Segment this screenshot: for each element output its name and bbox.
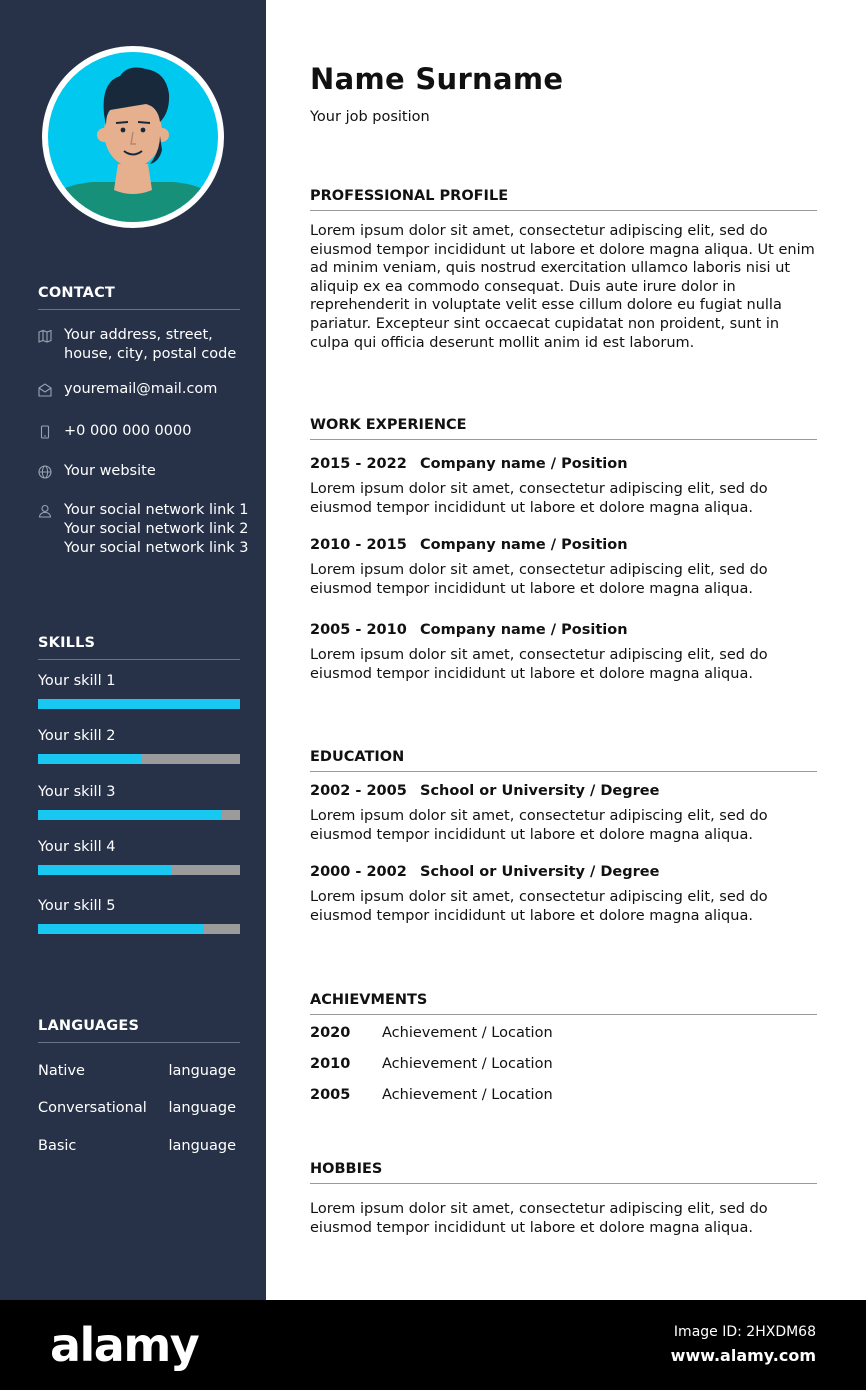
person-name: Name Surname [310,62,564,96]
skill-bar-fill [38,924,204,934]
hobbies-line: eiusmod tempor incididunt ut labore et dolore magna aliqua. [310,1219,753,1236]
profile-line: eiusmod tempor incididunt ut labore et dolore magna aliqua. Ut enim [310,241,815,258]
work-desc-line: eiusmod tempor incididunt ut labore et dolore magna aliqua. [310,580,753,597]
skill-bar [38,699,240,709]
skill-name: Your skill 2 [38,728,116,744]
language-label: language [168,1100,236,1116]
language-level: Native [38,1063,85,1079]
hobbies-text [310,1200,817,1237]
achievements-heading: ACHIEVMENTS [310,992,817,1015]
languages-heading: LANGUAGES [38,1018,240,1043]
hobbies-heading: HOBBIES [310,1161,817,1184]
social-link-3[interactable]: Your social network link 3 [64,540,249,556]
profile-line: aliquip ex ea commodo consequat. Duis aute irure dolor in [310,278,736,295]
skill-name: Your skill 3 [38,784,116,800]
work-title: Company name / Position [420,537,628,553]
work-title: Company name / Position [420,456,628,472]
work-years: 2010 - 2015 [310,537,407,553]
skill-item [38,839,240,861]
work-entry [310,622,817,683]
profile-text [310,222,817,352]
map-icon [38,329,52,343]
education-years: 2002 - 2005 [310,783,407,799]
contact-phone [38,422,253,441]
achievement-row [310,1056,817,1072]
skill-bar-fill [38,865,171,875]
work-desc-line: Lorem ipsum dolor sit amet, consectetur adipiscing elit, sed do [310,562,768,578]
skill-bar [38,924,240,934]
work-years: 2015 - 2022 [310,456,407,472]
profile-line: culpa qui officia deserunt mollit anim id est laborum. [310,334,695,351]
skill-bar-fill [38,754,141,764]
image-id: Image ID: 2HXDM68 [673,1324,816,1340]
hobbies-line: Lorem ipsum dolor sit amet, consectetur adipiscing elit, sed do [310,1201,768,1217]
achievement-year: 2005 [310,1087,351,1103]
profile-line: pariatur. Excepteur sint occaecat cupidatat non proident, sunt in [310,315,780,332]
profile-line: Lorem ipsum dolor sit amet, consectetur adipiscing elit, sed do [310,223,768,239]
sidebar [0,0,266,1300]
job-position: Your job position [310,109,430,125]
skill-bar-fill [38,810,222,820]
contact-address [38,326,253,364]
envelope-icon [38,383,52,397]
profile-line: reprehenderit in voluptate velit esse cillum dolore eu fugiat nulla [310,297,782,314]
skill-name: Your skill 5 [38,898,116,914]
skill-bar [38,865,240,875]
education-heading: EDUCATION [310,749,817,772]
education-years: 2000 - 2002 [310,864,407,880]
globe-icon [38,465,52,479]
phone-icon [38,425,52,439]
skill-item [38,784,240,806]
site-url[interactable]: www.alamy.com [670,1346,816,1365]
profile-line: ad minim veniam, quis nostrud exercitation ullamco laboris nisi ut [310,260,791,277]
skill-item [38,728,240,750]
skill-name: Your skill 1 [38,673,116,689]
stock-footer [0,1300,866,1390]
work-entry [310,456,817,517]
language-level: Basic [38,1138,77,1154]
social-link-2[interactable]: Your social network link 2 [64,521,249,537]
user-icon [38,504,52,518]
education-entry [310,864,817,925]
contact-social [38,501,253,558]
achievement-year: 2010 [310,1056,351,1072]
language-row [38,1063,236,1079]
contact-heading: CONTACT [38,285,240,310]
language-level: Conversational [38,1100,147,1116]
skill-item [38,673,240,695]
work-desc-line: Lorem ipsum dolor sit amet, consectetur adipiscing elit, sed do [310,481,768,497]
achievement-row [310,1087,817,1103]
language-label: language [168,1138,236,1154]
skill-item [38,898,240,920]
work-title: Company name / Position [420,622,628,638]
achievement-text: Achievement / Location [382,1056,553,1072]
language-row [38,1100,236,1116]
work-entry [310,537,817,598]
achievement-row [310,1025,817,1041]
education-title: School or University / Degree [420,864,660,880]
education-desc-line: eiusmod tempor incididunt ut labore et dolore magna aliqua. [310,907,753,924]
profile-heading: PROFESSIONAL PROFILE [310,188,817,211]
phone-text: +0 000 000 0000 [64,423,192,439]
work-years: 2005 - 2010 [310,622,407,638]
skills-heading: SKILLS [38,635,240,660]
achievement-year: 2020 [310,1025,351,1041]
contact-website [38,462,253,481]
email-text[interactable]: youremail@mail.com [64,381,218,397]
language-row [38,1138,236,1154]
skill-bar [38,810,240,820]
language-label: language [168,1063,236,1079]
social-link-1[interactable]: Your social network link 1 [64,502,249,518]
profile-photo [42,46,224,228]
education-desc-line: eiusmod tempor incididunt ut labore et dolore magna aliqua. [310,826,753,843]
address-line-1: Your address, street, [64,327,213,343]
brand-logo: alamy [50,1318,199,1372]
skill-bar [38,754,240,764]
work-heading: WORK EXPERIENCE [310,417,817,440]
education-desc-line: Lorem ipsum dolor sit amet, consectetur adipiscing elit, sed do [310,889,768,905]
person-avatar-icon [48,52,218,222]
website-text[interactable]: Your website [64,463,156,479]
skill-bar-fill [38,699,240,709]
address-line-2: house, city, postal code [64,346,237,362]
education-title: School or University / Degree [420,783,660,799]
achievement-text: Achievement / Location [382,1087,553,1103]
education-desc-line: Lorem ipsum dolor sit amet, consectetur adipiscing elit, sed do [310,808,768,824]
work-desc-line: eiusmod tempor incididunt ut labore et dolore magna aliqua. [310,499,753,516]
contact-email [38,380,253,399]
achievement-text: Achievement / Location [382,1025,553,1041]
skill-name: Your skill 4 [38,839,116,855]
work-desc-line: Lorem ipsum dolor sit amet, consectetur adipiscing elit, sed do [310,647,768,663]
education-entry [310,783,817,844]
work-desc-line: eiusmod tempor incididunt ut labore et dolore magna aliqua. [310,665,753,682]
